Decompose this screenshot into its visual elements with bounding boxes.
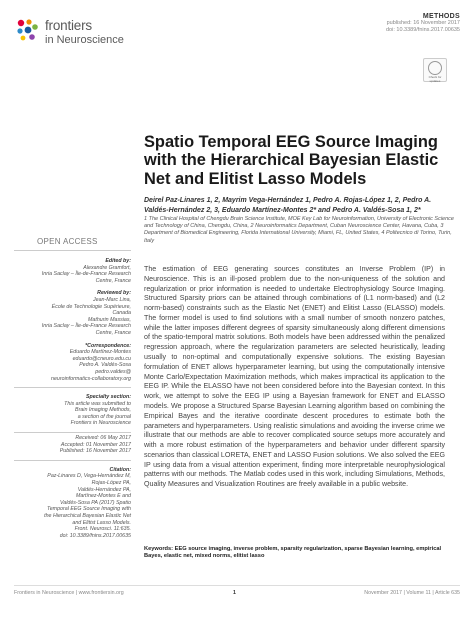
journal-logo (14, 14, 126, 54)
citation-line: Valdés-Hernández PA, (77, 486, 131, 493)
divider (14, 432, 131, 433)
article-sidebar (14, 252, 131, 539)
citation-line: Temporal EEG Source Imaging with (46, 506, 131, 513)
article-doi[interactable]: doi: 10.3389/fnins.2017.00635 (385, 27, 460, 33)
correspondence-heading: *Correspondence: (85, 342, 131, 349)
open-access-label: OPEN ACCESS (37, 237, 98, 246)
editor-line: Inria Saclay – Île-de-France Research (41, 271, 131, 278)
keywords-label: Keywords: (144, 546, 174, 552)
correspondence-email[interactable]: pedro.valdes@ (95, 368, 131, 375)
reviewer-line: École de Technologie Supérieure, (51, 303, 131, 310)
affiliations: 1 The Clinical Hospital of Chengdu Brain Science Institute, MOE Key Lab for Neuroinformation, University of Electronic Science and Technology of China, Chengdu, China, 2 Neuroinformatics Department, Cuban Neuroscience Center, Havana, Cuba, 3 Department of Biomedical Engineering, Florida International University, Miami, FL, United States, 4 Politecnico di Torino, Turin, Italy (144, 216, 454, 244)
citation-doi[interactable]: doi: 10.3389/fnins.2017.00635 (59, 532, 131, 539)
reviewer-line: Centre, France (95, 329, 131, 336)
citation-line: Rojas-López PA, (91, 480, 131, 487)
citation-line: Front. Neurosci. 11:635. (74, 526, 131, 533)
updates-label: Check for updates (428, 75, 442, 83)
specialty-line: This article was submitted to (64, 400, 131, 407)
citation-line: Valdés-Sosa PA (2017) Spatio (59, 499, 131, 506)
specialty-line: a section of the journal (77, 413, 131, 420)
specialty-heading: Specialty section: (85, 394, 131, 401)
accepted-date: Accepted: 01 November 2017 (60, 441, 131, 448)
updates-icon (428, 61, 442, 75)
footer-divider (14, 585, 460, 586)
reviewer-line: Jean-Marc Lina, (93, 296, 131, 303)
specialty-line: Frontiers in Neuroscience (70, 420, 131, 427)
check-updates-badge[interactable] (423, 58, 447, 82)
reviewer-line: Canada (112, 310, 131, 317)
frontiers-logo-icon (14, 17, 40, 43)
citation-line: Paz-Linares D, Vega-Hernández M, (47, 473, 131, 480)
article-title: Spatio Temporal EEG Source Imaging with the Hierarchical Bayesian Elastic Net and Elitist Lasso Models (144, 133, 439, 188)
logo-wordmark: frontiers (45, 18, 92, 33)
article-meta (386, 13, 460, 34)
edited-by-heading: Edited by: (105, 258, 131, 264)
citation-line: and Elitist Lasso Models. (72, 519, 131, 526)
divider (14, 460, 131, 461)
keywords (144, 546, 445, 561)
article-type: METHODS (422, 13, 460, 20)
correspondence-line: Eduardo Martínez-Montes (69, 349, 131, 356)
author-list: Deirel Paz-Linares 1, 2, Mayrim Vega-Hernández 1, Pedro A. Rojas-López 1, 2, Pedro A. Valdés-Hernández 2, 3, Eduardo Martínez-Montes 2* and Pedro A. Valdés-Sosa 1, 2* (144, 197, 432, 214)
footer-journal-link[interactable]: Frontiers in Neuroscience | www.frontiersin.org (14, 590, 124, 596)
published-date: published: 16 November 2017 (386, 20, 460, 26)
specialty-line: Brain Imaging Methods, (75, 407, 131, 414)
keywords-list: EEG source imaging, inverse problem, sparsity regularization, sparse Bayesian learning, empirical Bayes, elastic net, mixed norms, elitist lasso (144, 546, 442, 560)
citation-line: Martínez-Montes E and (75, 493, 131, 500)
published-date: Published: 16 November 2017 (59, 448, 131, 455)
divider (14, 250, 131, 251)
abstract: The estimation of EEG generating sources constitutes an Inverse Problem (IP) in Neuroscience. This is an ill-posed problem due to the non-uniqueness of the solution and regularization or prior information is needed to undertake Electrophysiology Source Imaging. Structured Sparsity priors can be attained through combinations of (L1 norm-based) and (L2 norm-based) constraints such as the Elastic Net (ENET) and Elitist Lasso (ELASSO) models. The former model is used to find solutions with a small number of smooth nonzero patches, while the latter imposes different degrees of sparsity simultaneously along different dimensions of the spatio-temporal matrix solutions. Both models have been addressed within the penalized regression approach, where the regularization parameters are selected heuristically, leading usually to non-optimal and computationally expensive solutions. The existing Bayesian formulation of ENET allows hyperparameter learning, but using the computationally intensive Monte Carlo/Expectation Maximization methods, which makes impractical its application to the EEG IP. While the ELASSO have not been considered before into the Bayesian context. In this work, we attempt to solve the EEG IP using a Bayesian framework for ENET and ELASSO models. We propose a Structured Sparse Bayesian Learning algorithm based on combining the Empirical Bayes and the iterative coordinate descent procedures to estimate both the parameters and hyperparameters. Using realistic simulations and avoiding the inverse crime we illustrate that our methods are able to recover complicated source setups more accurately and with a more robust estimation of the hyperparameters and behavior under different sparsity scenarios than classical LORETA, ENET and LASSO Fusion solutions. We also solved the EEG IP using data from a visual attention experiment, finding more interpretable neurophysiological patterns with our methods. The Matlab codes used in this work, including Simulations, Methods, Quality Measures and Visualization Routines are freely available in a public website. (144, 265, 445, 489)
editor-line: Alexandre Gramfort, (83, 264, 131, 271)
correspondence-email[interactable]: eduardo@cneuro.edu.cu (72, 355, 131, 362)
logo-journal-name: in Neuroscience (45, 34, 124, 46)
citation-line: the Hierarchical Bayesian Elastic Net (44, 513, 131, 519)
correspondence-email[interactable]: neuroinformatics-collaboratory.org (51, 375, 131, 382)
citation-heading: Citation: (109, 466, 131, 473)
reviewed-by-heading: Reviewed by: (97, 290, 131, 297)
received-date: Received: 06 May 2017 (75, 435, 131, 442)
reviewer-line: Mathurin Massias, (88, 316, 131, 323)
page-number: 1 (233, 590, 236, 596)
divider (14, 387, 131, 388)
editor-line: Centre, France (95, 277, 131, 284)
reviewer-line: Inria Saclay – Île-de-France Research (41, 323, 131, 330)
correspondence-line: Pedro A. Valdés-Sosa (79, 362, 131, 369)
footer-volume-info: November 2017 | Volume 11 | Article 635 (364, 590, 460, 596)
